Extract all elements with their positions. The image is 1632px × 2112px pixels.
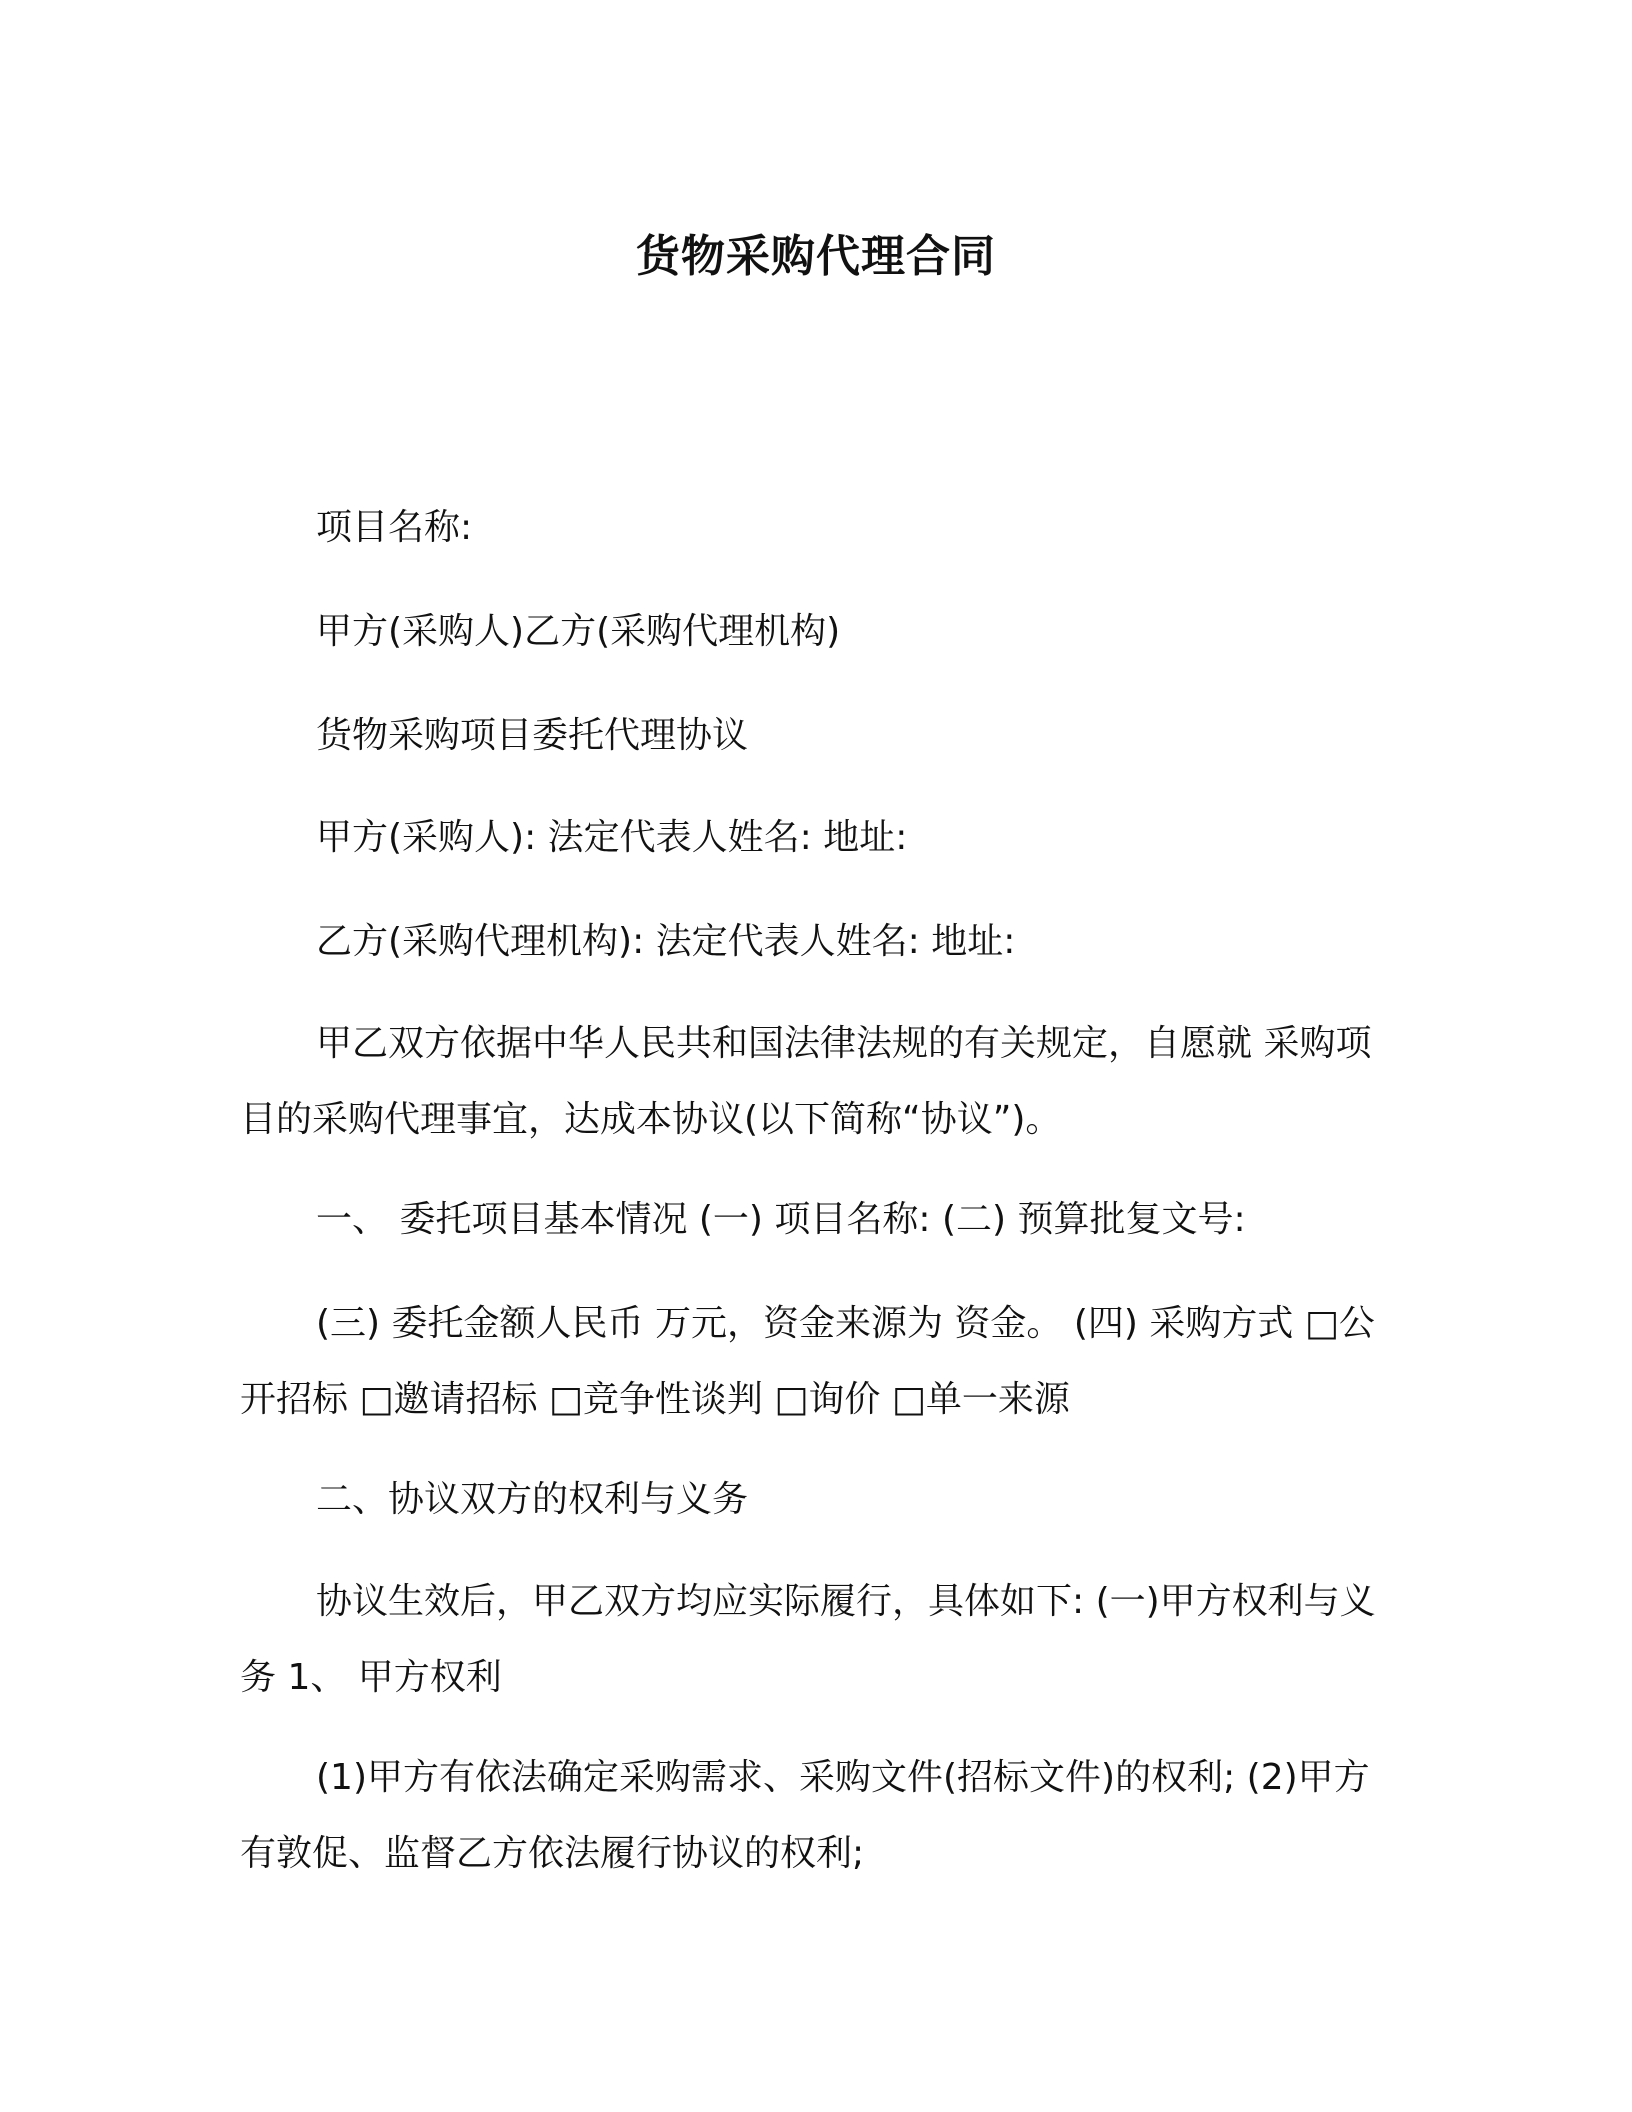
paragraph-project-name: 项目名称:: [316, 507, 473, 548]
paragraph-preamble: 甲乙双方依据中华人民共和国法律法规的有关规定，自愿就 采购项目的采购代理事宜，达成本协议(以下简称“协议”)。: [240, 1023, 1372, 1140]
paragraph-section-two: 二、协议双方的权利与义务: [316, 1479, 749, 1520]
paragraph-obligations: 协议生效后，甲乙双方均应实际履行，具体如下: (一)甲方权利与义务 1、 甲方权利: [240, 1581, 1376, 1698]
paragraph-party-b: 乙方(采购代理机构): 法定代表人姓名: 地址:: [316, 921, 1016, 962]
paragraph-agreement-heading: 货物采购项目委托代理协议: [316, 715, 749, 756]
paragraph-section-one: 一、 委托项目基本情况 (一) 项目名称: (二) 预算批复文号:: [316, 1199, 1246, 1240]
paragraph-party-a: 甲方(采购人): 法定代表人姓名: 地址:: [316, 817, 908, 858]
paragraph-parties: 甲方(采购人)乙方(采购代理机构): [316, 611, 841, 652]
paragraph-party-a-rights: (1)甲方有依法确定采购需求、采购文件(招标文件)的权利; (2)甲方有敦促、监督乙方依法履行协议的权利;: [240, 1757, 1370, 1874]
paragraph-amount-method: (三) 委托金额人民币 万元，资金来源为 资金。 (四) 采购方式 □公开招标 □邀请招标 □竞争性谈判 □询价 □单一来源: [240, 1303, 1375, 1420]
document-title: 货物采购代理合同: [636, 231, 996, 282]
